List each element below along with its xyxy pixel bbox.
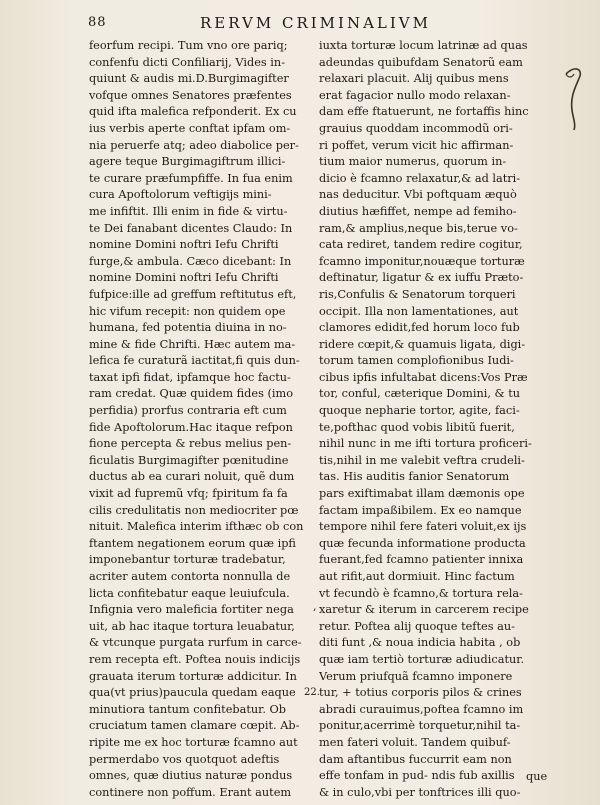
text-line: aut rifit,aut dormiuit. Hinc factum xyxy=(319,570,515,583)
text-line: taxat ipfi fidat, ipfamque hoc factu- xyxy=(89,370,291,384)
text-line: ripite me ex hoc torturæ fcamno aut xyxy=(89,735,298,749)
text-line: Verum priufquã fcamno imponere xyxy=(319,669,513,683)
text-line: cata rediret, tandem redire cogitur, xyxy=(319,238,523,252)
text-line: tor, conful, cæterique Domini, & tu xyxy=(319,387,521,401)
text-line: nomine Domini noftri Iefu Chrifti xyxy=(89,271,279,285)
text-line: rem recepta eft. Poftea nouis indicijs xyxy=(89,652,301,666)
text-line: qua(vt prius)paucula quedam eaque xyxy=(89,686,296,700)
text-line: iuxta torturæ locum latrinæ ad quas xyxy=(319,39,528,52)
text-line: ris,Confulis & Senatorum torqueri xyxy=(319,287,516,301)
text-line: te curare præfumpfiffe. In fua enim xyxy=(89,171,293,185)
text-line: continere non poffum. Erant autem xyxy=(89,785,292,799)
text-line: quæ iam tertiò torturæ adiudicatur. xyxy=(319,652,525,666)
text-line: fuerant,fed fcamno patienter innixa xyxy=(319,553,524,567)
text-line: mine & fide Chrifti. Hæc autem ma- xyxy=(89,337,296,351)
text-line: me infiftit. Illi enim in fide & virtu- xyxy=(89,204,288,218)
text-line: nia peruerfe atq; adeo diabolice per- xyxy=(89,138,299,152)
text-line: ridere cœpit,& quamuis ligata, digi- xyxy=(319,337,526,351)
text-line: nas deducitur. Vbi poftquam æquò xyxy=(319,188,517,202)
text-line: perfidia) prorfus contraria eft cum xyxy=(89,404,287,418)
text-line: ius verbis aperte conftat ipfam om- xyxy=(89,121,291,135)
text-line: te,pofthac quod vobis libitũ fuerit, xyxy=(319,420,515,434)
text-line: abradi curauimus,poftea fcamno im xyxy=(319,702,524,716)
text-line: grauata iterum torturæ addicitur. In xyxy=(89,669,297,683)
text-line: nituit. Malefica interim ifthæc ob con xyxy=(89,520,304,534)
text-line: te Dei fanabant dicentes Claudo: In xyxy=(89,221,293,235)
text-line: tas. His auditis fanior Senatorum xyxy=(319,470,510,484)
text-line: minutiora tantum confitebatur. Ob xyxy=(89,702,287,716)
text-line: lefica fe curaturã iactitat,fi quis dun- xyxy=(89,354,300,368)
gutter-comma: , xyxy=(313,600,317,613)
running-title: RERVM CRIMINALIVM xyxy=(200,14,431,32)
gutter-line-mark: 22. xyxy=(304,687,320,699)
text-line: grauius quoddam incommodũ ori- xyxy=(319,121,513,135)
text-line: deftinatur, ligatur & ex iuffu Prætο- xyxy=(319,271,524,285)
text-line: factam impaßibilem. Ex eo namque xyxy=(319,503,522,517)
text-line: effe tonfam in pud- ndis fub axillis xyxy=(319,769,515,783)
text-line: vixit ad fupremũ vfq; fpiritum fa fa xyxy=(89,487,288,501)
text-line: men fateri voluit. Tandem quibuf- xyxy=(319,735,511,749)
text-line: nihil nunc in me ifti tortura proficeri- xyxy=(319,437,532,451)
catchword: que xyxy=(526,770,548,783)
text-line: dam aftantibus fuccurrit eam non xyxy=(319,752,512,766)
text-line: Infignia vero maleficia fortiter nega xyxy=(89,603,294,617)
text-line: cilis credulitatis non mediocriter pœ xyxy=(89,503,299,517)
text-line: occipit. Illa non lamentationes, aut xyxy=(319,304,519,318)
text-line: tempore nihil fere fateri voluit,ex ijs xyxy=(319,520,527,534)
text-line: ponitur,acerrimè torquetur,nihil ta- xyxy=(319,719,521,733)
text-line: omnes, quæ diutius naturæ pondus xyxy=(89,769,293,783)
left-text-column xyxy=(89,38,319,801)
text-line: xaretur & iterum in carcerem recipe xyxy=(319,603,529,617)
text-line: licta confitebatur eaque leuiufcula. xyxy=(89,586,290,600)
text-line: tium maior numerus, quorum in- xyxy=(319,155,507,169)
text-line: pars exiftimabat illam dæmonis ope xyxy=(319,487,525,501)
text-line: ri poffet, verum vicit hic affirman- xyxy=(319,138,514,152)
text-line: dicio è fcamno relaxatur,& ad latri- xyxy=(319,171,521,185)
text-line: cibus ipfis infultabat dicens:Vos Præ xyxy=(319,370,528,384)
text-line: ficulatis Burgimagifter pœnitudine xyxy=(89,453,289,467)
text-line: diutius hæfiffet, nempe ad femiho- xyxy=(319,204,517,218)
text-line: fufpice:ille ad greffum reftitutus eft, xyxy=(89,287,297,301)
text-line: feorfum recipi. Tum vno ore pariq; xyxy=(89,39,288,52)
text-line: & in culo,vbi per tonftrices illi quo- xyxy=(319,785,521,799)
text-line: relaxari placuit. Alij quibus mens xyxy=(319,72,509,86)
text-line: vofque omnes Senatores præfentes xyxy=(89,88,292,102)
text-line: ductus ab ea curari noluit, quẽ dum xyxy=(89,470,295,484)
text-line: erat fagacior nullo modo relaxan- xyxy=(319,88,511,102)
text-line: ram,& amplius,neque bis,terue vo- xyxy=(319,221,518,235)
text-line: retur. Poftea alij quoque teftes au- xyxy=(319,619,515,633)
text-line: furge,& ambula. Cæco dicebant: In xyxy=(89,254,292,268)
text-line: adeundas quibufdam Senatorũ eam xyxy=(319,55,523,69)
text-line: fide Apoftolorum.Hac itaque refpon xyxy=(89,420,293,434)
text-line: ftantem negationem eorum quæ ipfi xyxy=(89,536,296,550)
text-line: confenfu dicti Confiliarij, Vides in- xyxy=(89,55,286,69)
running-head xyxy=(0,12,600,36)
text-line: ram credat. Quæ quidem fides (imo xyxy=(89,387,294,401)
text-line: torum tamen complofionibus Iudi- xyxy=(319,354,514,368)
text-line: fione percepta & rebus melius pen- xyxy=(89,437,292,451)
text-line: permerdabo vos quotquot adeftis xyxy=(89,752,280,766)
text-line: fcamno imponitur,nouæque torturæ xyxy=(319,254,525,268)
text-line: quoque nepharie tortor, agite, faci- xyxy=(319,404,520,418)
text-line: imponebantur torturæ tradebatur, xyxy=(89,553,286,567)
text-line: humana, fed potentia diuina in no- xyxy=(89,321,287,335)
right-text-column xyxy=(319,38,549,801)
text-line: clamores edidit,fed horum loco fub xyxy=(319,321,520,335)
text-line: nomine Domini noftri Iefu Chrifti xyxy=(89,238,279,252)
page-number: 88 xyxy=(88,15,107,30)
text-line: quæ fecunda informatione producta xyxy=(319,536,526,550)
text-line: vt fecundò è fcamno,& tortura rela- xyxy=(319,586,523,600)
text-line: tur, + totius corporis pilos & crines xyxy=(319,686,522,700)
text-line: uit, ab hac itaque tortura leuabatur, xyxy=(89,619,295,633)
text-line: dam effe ftatuerunt, ne fortaffis hinc xyxy=(319,105,529,119)
text-line: hic vifum recepit: non quidem ope xyxy=(89,304,286,318)
text-line: diti funt ,& noua indicia habita , ob xyxy=(319,636,521,650)
text-line: tis,nihil in me valebit veftra crudeli- xyxy=(319,453,525,467)
text-line: agere teque Burgimagiftrum illici- xyxy=(89,155,286,169)
text-line: & vtcunque purgata rurfum in carce- xyxy=(89,636,302,650)
marginal-pen-mark-icon xyxy=(562,62,586,132)
text-line: cruciatum tamen clamare cœpit. Ab- xyxy=(89,719,300,733)
text-line: acriter autem contorta nonnulla de xyxy=(89,570,291,583)
text-line: quid ifta malefica refponderit. Ex cu xyxy=(89,105,297,119)
text-line: quiunt & audis mi.D.Burgimagifter xyxy=(89,72,289,86)
text-line: cura Apoftolorum veftigijs mini- xyxy=(89,188,272,202)
